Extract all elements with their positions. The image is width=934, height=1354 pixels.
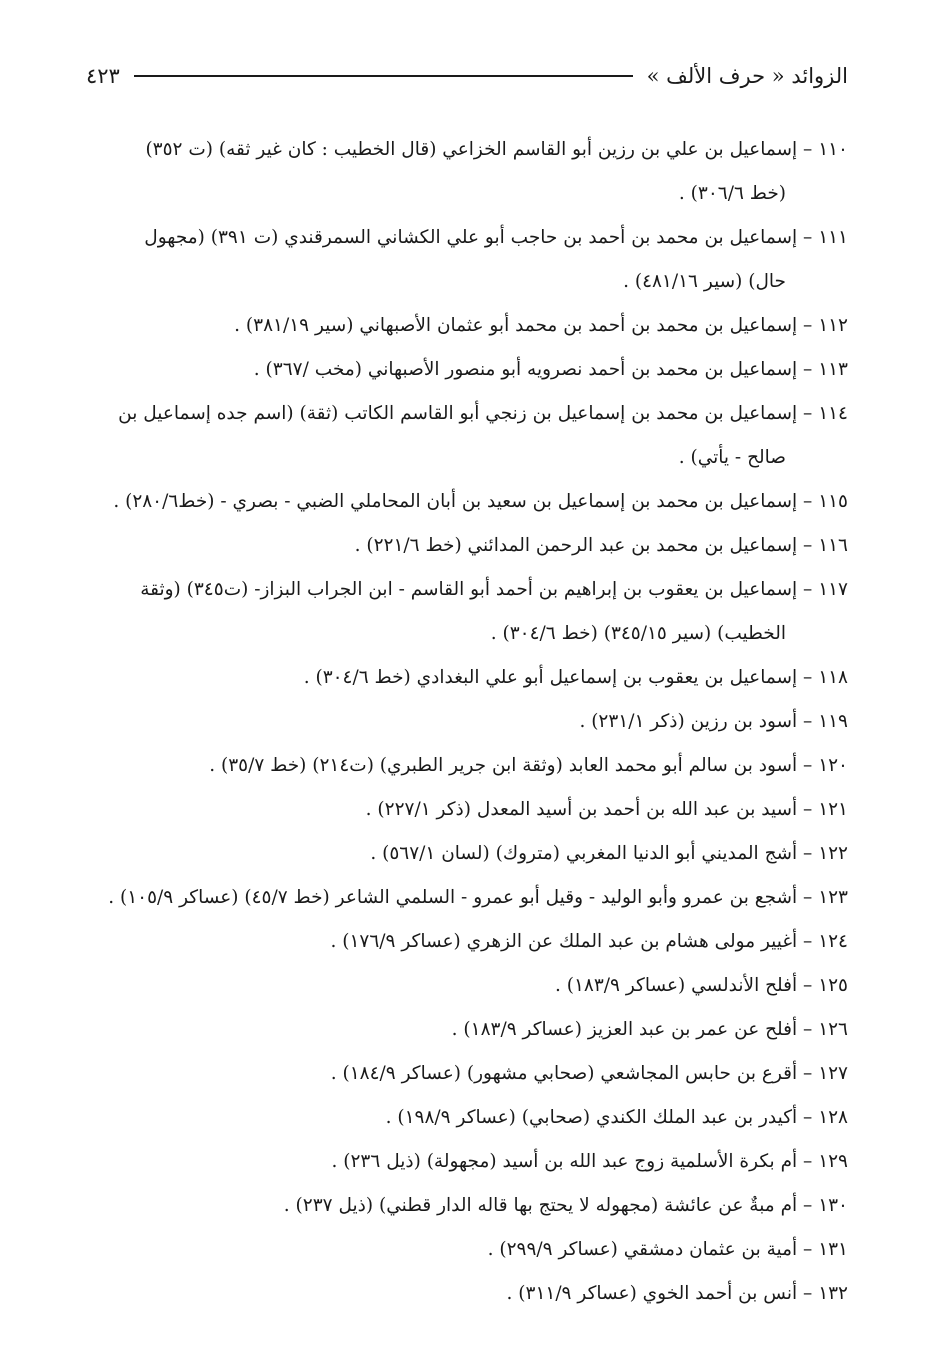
entry-continuation: صالح - يأتي) .	[678, 447, 786, 468]
entry-dash: –	[797, 1063, 819, 1084]
entry-١١٢	[82, 304, 848, 348]
entry-١٢٧	[82, 1052, 848, 1096]
entry-number: ١٢٦	[818, 1019, 848, 1040]
entry-number: ١١٦	[818, 535, 848, 556]
entry-١١٨	[82, 656, 848, 700]
entry-number: ١٢١	[818, 799, 848, 820]
entry-text: أسود بن سالم أبو محمد العابد (وثقة ابن جرير الطبري) (ت٢١٤) (خط ٣٥/٧) .	[209, 755, 798, 776]
entry-number: ١١٨	[818, 667, 848, 688]
entry-text: إسماعيل بن محمد بن عبد الرحمن المدائني (خط ٢٢١/٦) .	[354, 535, 798, 556]
entry-text: إسماعيل بن يعقوب بن إسماعيل أبو علي البغدادي (خط ٣٠٤/٦) .	[303, 667, 798, 688]
entry-dash: –	[797, 403, 819, 424]
entry-dash: –	[797, 1195, 819, 1216]
entry-١٢٥	[82, 964, 848, 1008]
entry-text: إسماعيل بن محمد بن إسماعيل بن سعيد بن أبان المحاملي الضبي - بصري - (خط٢٨٠/٦) .	[113, 491, 798, 512]
entry-number: ١٢٠	[818, 755, 848, 776]
entry-text: أم مبةٌ عن عائشة (مجهوله لا يحتج بها قاله الدار قطني) (ذيل ٢٣٧) .	[283, 1195, 798, 1216]
page-number: ٤٢٣	[86, 64, 120, 88]
entry-number: ١١٣	[818, 359, 848, 380]
entry-١١٣	[82, 348, 848, 392]
entry-١٣٠	[82, 1184, 848, 1228]
header-rule	[134, 75, 633, 77]
entry-١٣٢	[82, 1272, 848, 1316]
entry-dash: –	[797, 1019, 819, 1040]
entry-number: ١٢٩	[818, 1151, 848, 1172]
entry-dash: –	[797, 667, 819, 688]
entry-١١٩	[82, 700, 848, 744]
entry-number: ١٢٣	[818, 887, 848, 908]
entry-number: ١١٠	[818, 139, 848, 160]
page-header	[86, 58, 848, 94]
entry-١١٤	[82, 392, 848, 480]
entry-text: أسيد بن عبد الله بن أحمد بن أسيد المعدل (ذكر ٢٢٧/١) .	[365, 799, 798, 820]
entry-dash: –	[797, 1239, 819, 1260]
entry-dash: –	[797, 931, 819, 952]
entry-١٢٤	[82, 920, 848, 964]
entry-text: أم بكرة الأسلمية زوج عبد الله بن أسيد (مجهولة) (ذيل ٢٣٦) .	[331, 1151, 798, 1172]
entry-dash: –	[797, 843, 819, 864]
entry-text: إسماعيل بن محمد بن إسماعيل بن زنجي أبو القاسم الكاتب (ثقة) (اسم جده إسماعيل بن	[118, 403, 798, 424]
entry-number: ١٢٨	[818, 1107, 848, 1128]
entry-dash: –	[797, 315, 819, 336]
entry-text: أفلح عن عمر بن عبد العزيز (عساكر ١٨٣/٩) .	[451, 1019, 798, 1040]
entry-١١٧	[82, 568, 848, 656]
entry-١١٠	[82, 128, 848, 216]
entry-dash: –	[797, 359, 819, 380]
entry-text: إسماعيل بن محمد بن أحمد نصرويه أبو منصور الأصبهاني (مخب /٣٦٧) .	[253, 359, 798, 380]
entry-١٢٢	[82, 832, 848, 876]
entry-١١١	[82, 216, 848, 304]
entry-continuation: حال) (سير ٤٨١/١٦) .	[623, 271, 786, 292]
entry-١١٥	[82, 480, 848, 524]
entry-text: إسماعيل بن علي بن رزين أبو القاسم الخزاعي (قال الخطيب : كان غير ثقه) (ت ٣٥٢)	[145, 139, 798, 160]
entry-dash: –	[797, 535, 819, 556]
entry-number: ١٣٠	[818, 1195, 848, 1216]
entry-text: أشجع بن عمرو وأبو الوليد - وقيل أبو عمرو - السلمي الشاعر (خط ٤٥/٧) (عساكر ١٠٥/٩) .	[108, 887, 798, 908]
entry-dash: –	[797, 711, 819, 732]
entry-number: ١١١	[818, 227, 848, 248]
entry-١٢٩	[82, 1140, 848, 1184]
entry-number: ١٢٢	[818, 843, 848, 864]
entry-text: إسماعيل بن محمد بن أحمد بن محمد أبو عثمان الأصبهاني (سير ٣٨١/١٩) .	[234, 315, 798, 336]
entry-number: ١٢٧	[818, 1063, 848, 1084]
entry-number: ١٣١	[818, 1239, 848, 1260]
entry-text: أمية بن عثمان دمشقي (عساكر ٢٩٩/٩) .	[487, 1239, 798, 1260]
entry-number: ١١٧	[818, 579, 848, 600]
entry-dash: –	[797, 755, 819, 776]
entry-١٢١	[82, 788, 848, 832]
entry-number: ١٢٤	[818, 931, 848, 952]
entry-dash: –	[797, 799, 819, 820]
entry-text: أنس بن أحمد الخوي (عساكر ٣١١/٩) .	[506, 1283, 798, 1304]
entry-continuation: الخطيب) (سير ٣٤٥/١٥) (خط ٣٠٤/٦) .	[490, 623, 786, 644]
entry-١٢٠	[82, 744, 848, 788]
entry-text: أكيدر بن عبد الملك الكندي (صحابي) (عساكر ١٩٨/٩) .	[385, 1107, 798, 1128]
entry-number: ١١٥	[818, 491, 848, 512]
entry-dash: –	[797, 139, 819, 160]
entry-number: ١١٩	[818, 711, 848, 732]
entry-list	[82, 128, 848, 1316]
entry-text: إسماعيل بن يعقوب بن إبراهيم بن أحمد أبو القاسم - ابن الجراب البزاز- (ت٣٤٥) (وثقة	[140, 579, 798, 600]
entry-dash: –	[797, 1151, 819, 1172]
entry-text: أسود بن رزين (ذكر ٢٣١/١) .	[579, 711, 798, 732]
entry-١٢٨	[82, 1096, 848, 1140]
entry-١٣١	[82, 1228, 848, 1272]
entry-١٢٣	[82, 876, 848, 920]
entry-dash: –	[797, 1283, 819, 1304]
entry-text: أغيير مولى هشام بن عبد الملك عن الزهري (عساكر ١٧٦/٩) .	[330, 931, 798, 952]
entry-dash: –	[797, 887, 819, 908]
entry-text: إسماعيل بن محمد بن أحمد بن حاجب أبو علي الكشاني السمرقندي (ت ٣٩١) (مجهول	[144, 227, 798, 248]
entry-text: أقرع بن حابس المجاشعي (صحابي مشهور) (عساكر ١٨٤/٩) .	[330, 1063, 798, 1084]
entry-dash: –	[797, 491, 819, 512]
entry-number: ١١٤	[818, 403, 848, 424]
entry-١١٦	[82, 524, 848, 568]
entry-continuation: (خط ٣٠٦/٦) .	[678, 183, 786, 204]
entry-number: ١٢٥	[818, 975, 848, 996]
entry-text: أشج المديني أبو الدنيا المغربي (متروك) (لسان ٥٦٧/١) .	[370, 843, 798, 864]
entry-number: ١٣٢	[818, 1283, 848, 1304]
entry-text: أفلح الأندلسي (عساكر ١٨٣/٩) .	[554, 975, 798, 996]
entry-dash: –	[797, 227, 819, 248]
entry-dash: –	[797, 1107, 819, 1128]
running-title: الزوائد « حرف الألف »	[646, 64, 848, 88]
entry-dash: –	[797, 975, 819, 996]
entry-number: ١١٢	[818, 315, 848, 336]
entry-١٢٦	[82, 1008, 848, 1052]
entry-dash: –	[797, 579, 819, 600]
